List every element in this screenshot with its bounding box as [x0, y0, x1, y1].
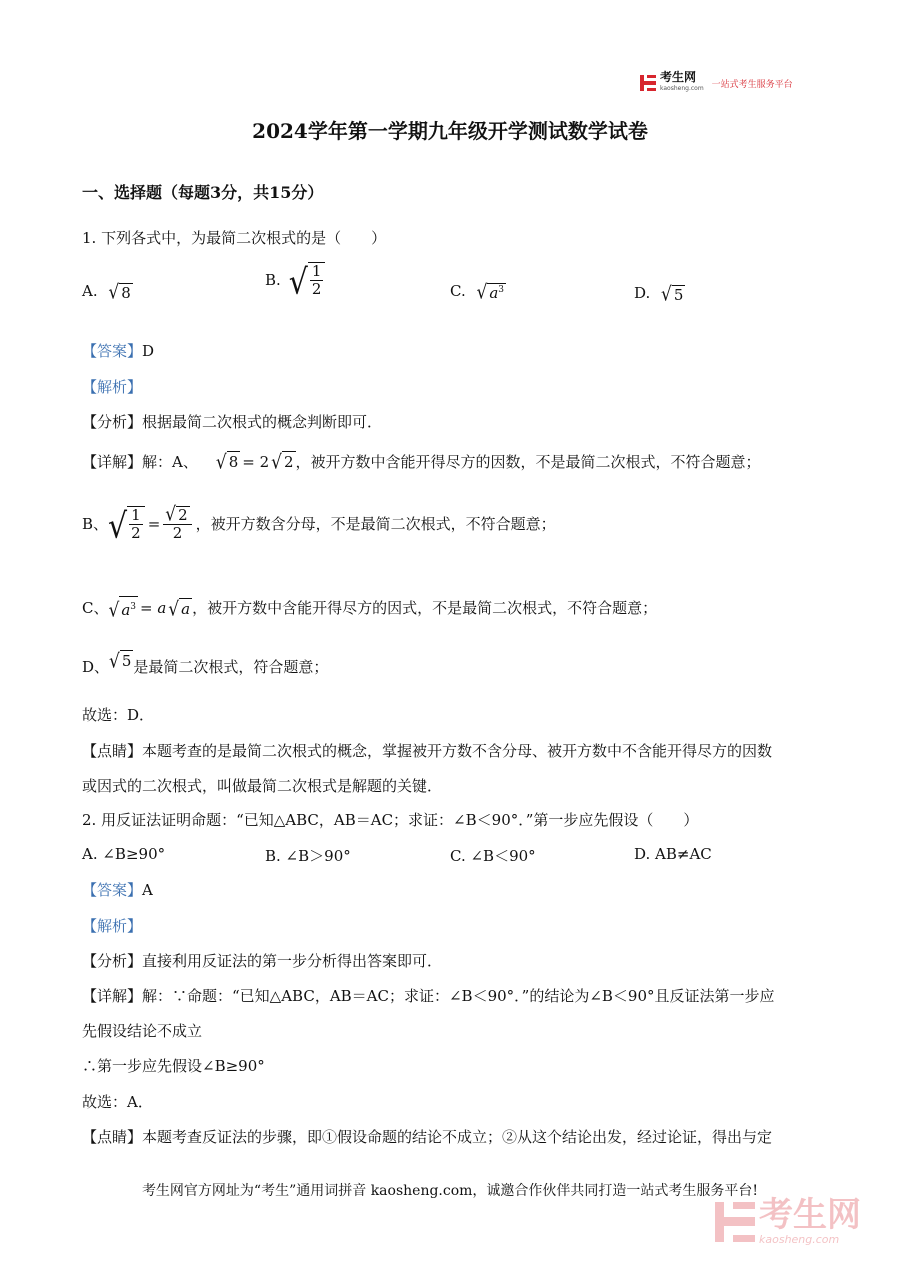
q2-option-c: C. ∠B＜90° [450, 847, 536, 865]
q1-option-a: A. √ 8 [82, 280, 131, 304]
q2-analysis-tag: 【解析】 [82, 917, 143, 935]
q1-option-c: C. √ $a^3$ [450, 280, 505, 304]
watermark-logo-icon [715, 1202, 755, 1242]
watermark-domain: kaosheng.com [759, 1233, 840, 1246]
q1-detail-c: C、 √ $a^3$ = a √ a ，被开方数中含能开得尽方的因式，不是最简二次根式，不符合题意； [82, 597, 658, 623]
q2-fenxi: 【分析】直接利用反证法的第一步分析得出答案即可． [82, 952, 443, 970]
header-logo [640, 72, 793, 94]
q2-therefore: ∴第一步应先假设∠B≥90° [82, 1057, 265, 1075]
q2-answer: 【答案】A [82, 881, 153, 899]
q1-choose: 故选：D． [82, 706, 155, 724]
footer-text: 考生网官方网址为“考生”通用词拼音 kaosheng.com，诚邀合作伙伴共同打造一站式考生服务平台! [141, 1183, 759, 1199]
q2-dianjing: 【点睛】本题考查反证法的步骤，即①假设命题的结论不成立；②从这个结论出发，经过论证，得出与定 [82, 1128, 773, 1146]
q2-option-a: A. ∠B≥90° [82, 845, 166, 863]
q1-detail-d: D、 √ 5 是最简二次根式，符合题意； [82, 649, 329, 676]
q1-stem: 1. 下列各式中，为最简二次根式的是（ ） [82, 229, 387, 247]
q1-dianjing-2: 或因式的二次根式，叫做最简二次根式是解题的关键． [82, 777, 443, 795]
watermark-name: 考生网 [759, 1195, 861, 1235]
page-title: 2024学年第一学期九年级开学测试数学试卷 [252, 119, 648, 143]
q2-stem: 2. 用反证法证明命题：“已知△ABC，AB＝AC；求证：∠B＜90°．”第一步应先假设（ ） [82, 811, 699, 829]
q2-choose: 故选：A． [82, 1093, 153, 1111]
q2-detail-1: 【详解】解：∵命题：“已知△ABC，AB＝AC；求证：∠B＜90°．”的结论为∠B＜90°且反证法第一步应 [82, 987, 775, 1005]
q2-option-b: B. ∠B＞90° [265, 847, 351, 865]
logo-icon [640, 75, 656, 91]
q1-option-b: B. √ $\frac{1}{2}$ [265, 262, 325, 298]
q2-detail-2: 先假设结论不成立 [82, 1022, 203, 1040]
q1-fenxi: 【分析】根据最简二次根式的概念判断即可． [82, 413, 383, 431]
q2-option-d: D. AB≠AC [634, 845, 712, 863]
logo-name: 考生网 [660, 70, 697, 84]
logo-domain: kaosheng.com [660, 85, 704, 92]
logo-slogan: 一站式考生服务平台 [711, 79, 793, 90]
q1-analysis-tag: 【解析】 [82, 378, 143, 396]
section-heading: 一、选择题（每题3分，共15分） [82, 183, 324, 202]
watermark [715, 1197, 861, 1246]
q1-option-d: D. √ 5 [634, 282, 684, 306]
q1-detail-b: B、 √ $\frac{1}{2}$ = √ 2 2 ，被开方数含分母，不是最简二次根式，不符合题意； [82, 503, 556, 547]
q1-answer: 【答案】D [82, 342, 155, 360]
q1-detail-a: 【详解】解：A、 √ 8 = 2 √ 2 ，被开方数中含能开得尽方的因数，不是最简二次根式，不符合题意； [82, 451, 761, 475]
q1-dianjing-1: 【点睛】本题考查的是最简二次根式的概念，掌握被开方数不含分母、被开方数中不含能开得尽方的因数 [82, 742, 773, 760]
